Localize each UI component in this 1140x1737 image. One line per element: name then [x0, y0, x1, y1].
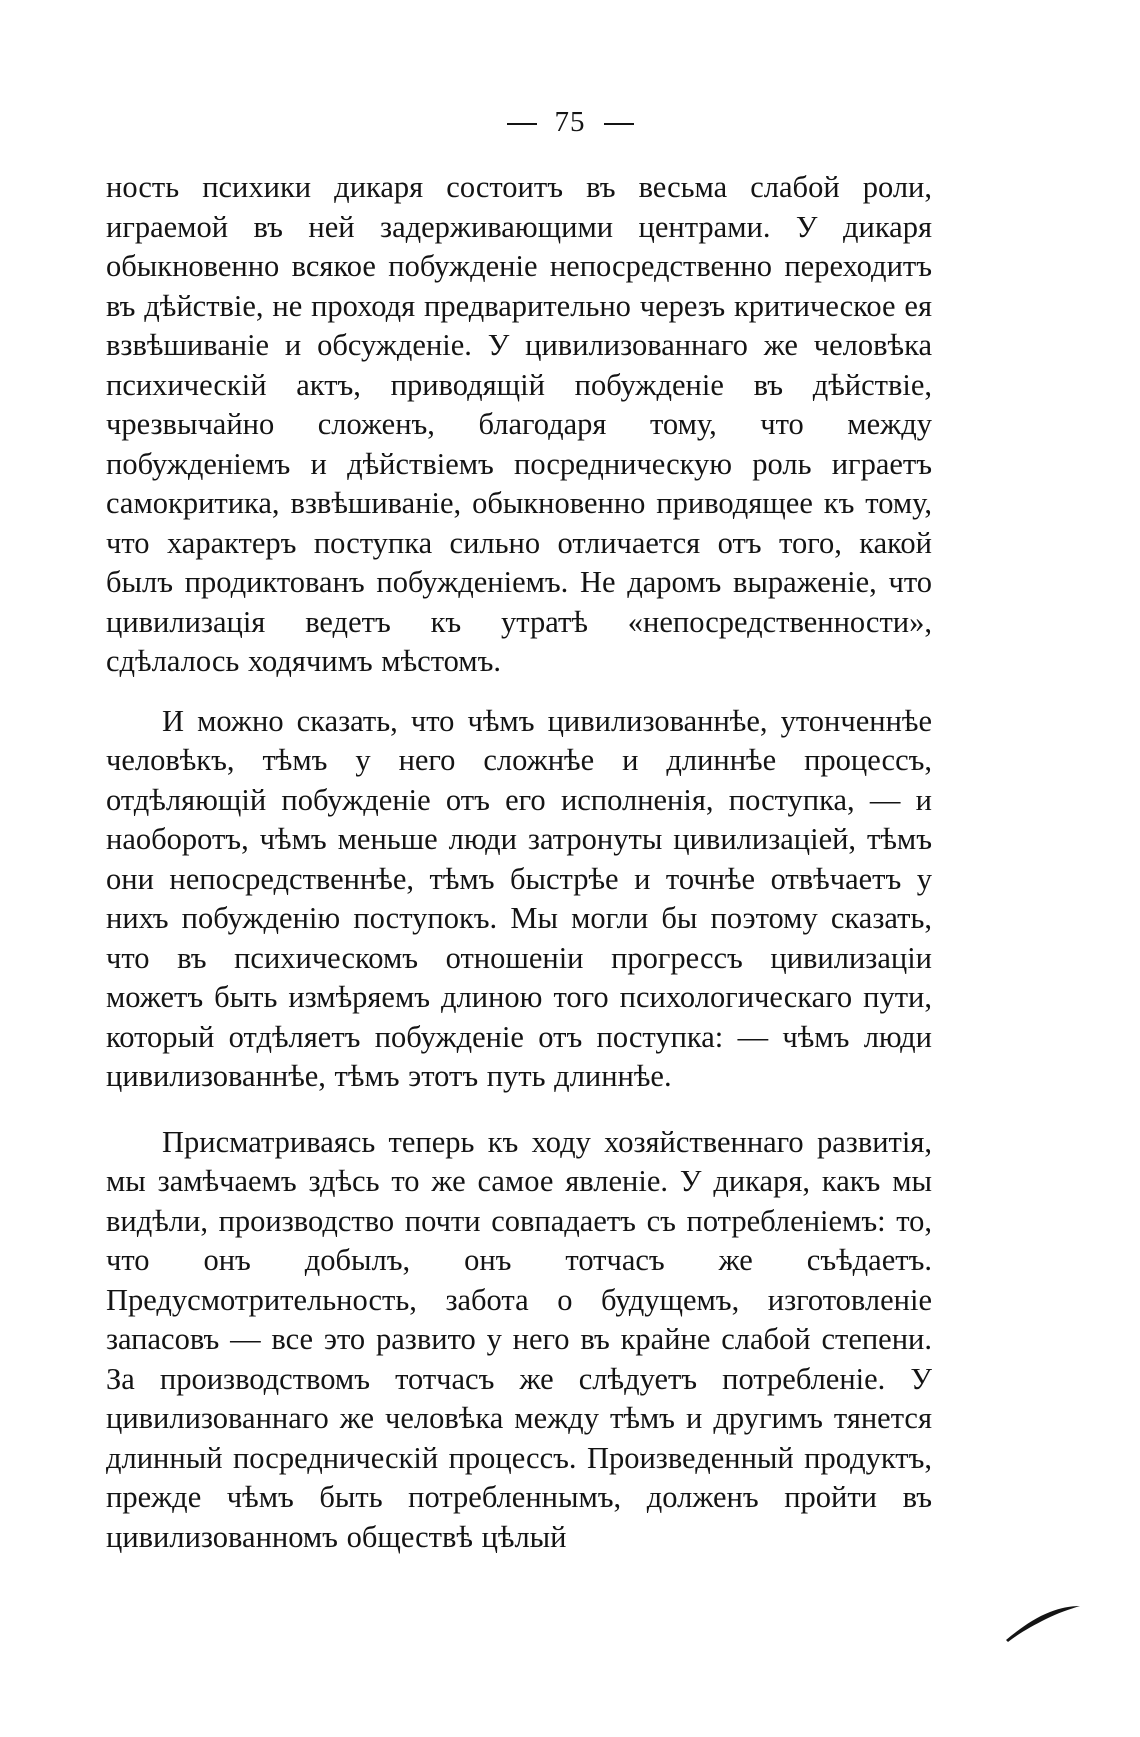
page-number-dash-left [507, 123, 537, 125]
paragraph-2: И можно сказать, что чѣмъ цивилизованнѣе, утонченнѣе человѣкъ, тѣмъ у него сложнѣе и длиннѣе процессъ, отдѣляющій побужденіе отъ его исполненія, поступка, — и наоборотъ, чѣмъ меньше люди затронуты цивилизаціей, тѣмъ они непосредственнѣе, тѣмъ быстрѣе и точнѣе отвѣчаетъ у нихъ побужденію поступокъ. Мы могли бы поэтому сказать, что въ психическомъ отношеніи прогрессъ цивилизаціи можетъ быть измѣряемъ длиною того психологическаго пути, который отдѣляетъ побужденіе отъ поступка: — чѣмъ люди цивилизованнѣе, тѣмъ этотъ путь длиннѣе. [106, 703, 932, 1093]
page-number-value: 75 [554, 106, 586, 138]
page-number-dash-right [604, 123, 634, 125]
page-number [0, 106, 1140, 139]
pen-stroke-mark [1004, 1600, 1084, 1644]
paragraph-1: ность психики дикаря состоитъ въ весьма слабой роли, играемой въ ней задерживающими центрами. У дикаря обыкновенно всякое побужденіе непосредственно переходитъ въ дѣйствіе, не проходя предварительно черезъ критическое ея взвѣшиваніе и обсужденіе. У цивилизованнаго же человѣка психическій актъ, приводящій побужденіе въ дѣйствіе, чрезвычайно сложенъ, благодаря тому, что между побужденіемъ и дѣйствіемъ посредническую роль играетъ самокритика, взвѣшиваніе, обыкновенно приводящее къ тому, что характеръ поступка сильно отличается отъ того, какой былъ продиктованъ побужденіемъ. Не даромъ выраженіе, что цивилизація ведетъ къ утратѣ «непосредственности», сдѣлалось ходячимъ мѣстомъ. [106, 170, 932, 678]
paragraph-3: Присматриваясь теперь къ ходу хозяйственнаго развитія, мы замѣчаемъ здѣсь то же самое явленіе. У дикаря, какъ мы видѣли, производство почти совпадаетъ съ потребленіемъ: то, что онъ добылъ, онъ тотчасъ же съѣдаетъ. Предусмотрительность, забота о будущемъ, изготовленіе запасовъ — все это развито у него въ крайне слабой степени. За производствомъ тотчасъ же слѣдуетъ потребленіе. У цивилизованнаго же человѣка между тѣмъ и другимъ тянется длинный посредническій процессъ. Произведенный продуктъ, прежде чѣмъ быть потребленнымъ, долженъ пройти въ цивилизованномъ обществѣ цѣлый [106, 1124, 932, 1554]
body-text [106, 168, 932, 1557]
